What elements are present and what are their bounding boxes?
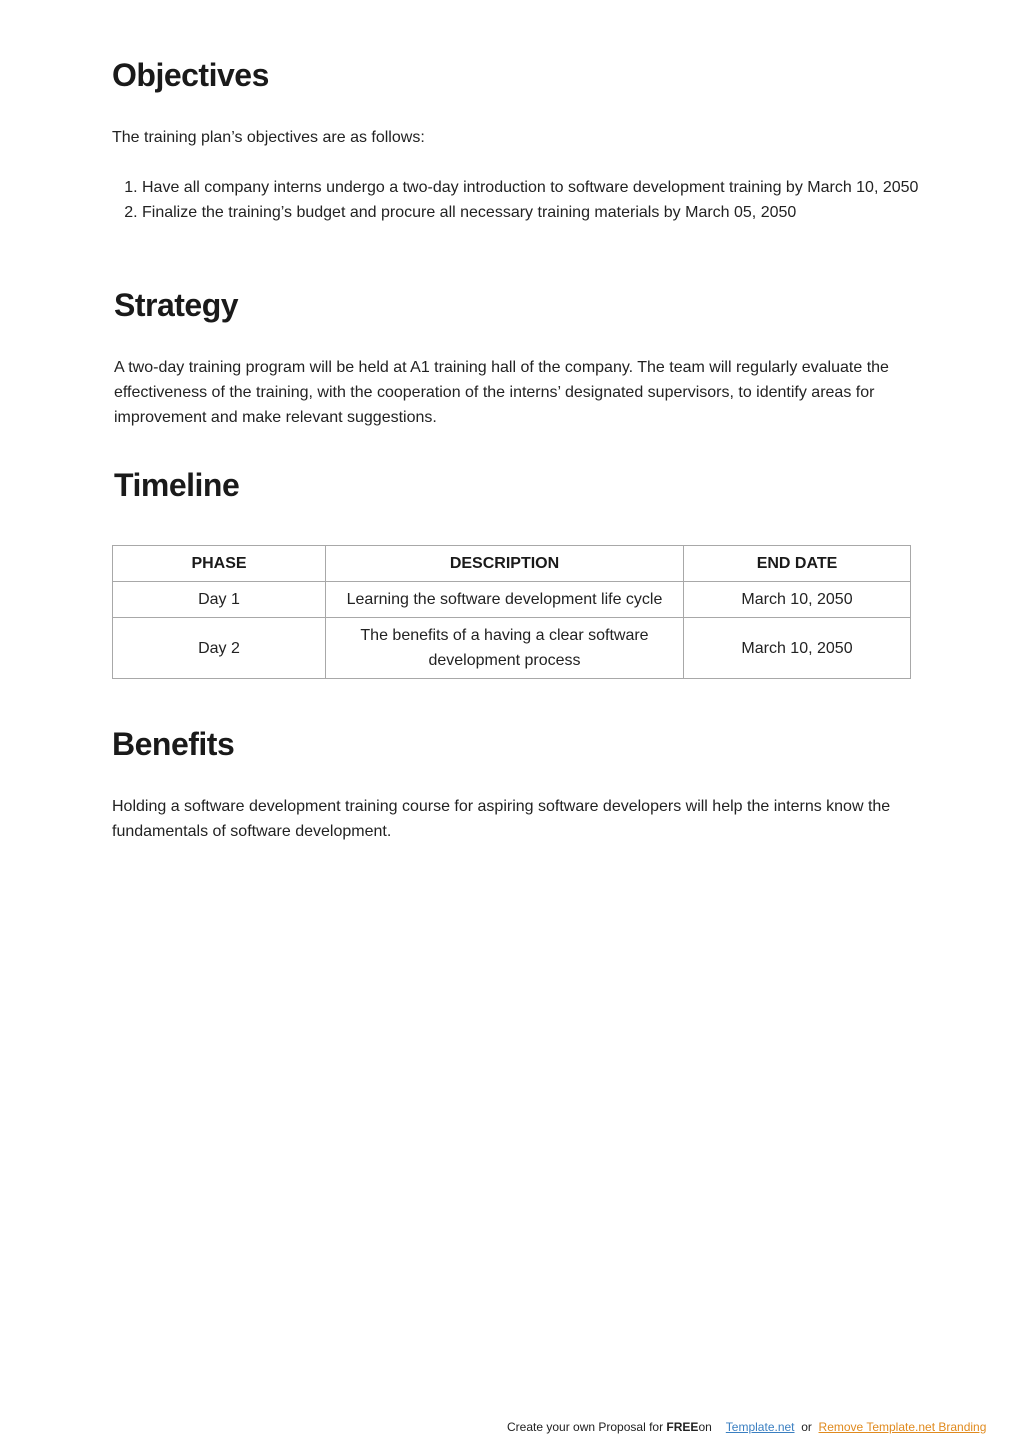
objectives-list: [112, 175, 932, 225]
remove-branding-link[interactable]: Remove Template.net Branding: [818, 1420, 987, 1434]
strategy-heading: Strategy: [114, 287, 239, 323]
table-header-row: [113, 546, 911, 582]
template-net-link[interactable]: Template.net: [725, 1420, 795, 1434]
cell-phase: Day 2: [113, 618, 326, 679]
timeline-table: [112, 545, 911, 679]
strategy-paragraph: A two-day training program will be held at A1 training hall of the company. The team will regularly evaluate the effectiveness of the training, with the cooperation of the interns’ designated supervisors, to identify areas for improvement and make relevant suggestions.: [114, 359, 889, 426]
branding-footer: [507, 1419, 986, 1435]
objective-item: 1. Have all company interns undergo a two-day introduction to software development training by March 10, 2050: [142, 175, 932, 200]
column-header-phase: PHASE: [113, 546, 326, 582]
cell-phase: Day 1: [113, 582, 326, 618]
cell-end-date: March 10, 2050: [684, 582, 911, 618]
objective-item: 2. Finalize the training’s budget and procure all necessary training materials by March 05, 2050: [142, 200, 932, 225]
footer-free-text: FREE: [666, 1420, 699, 1434]
column-header-description: DESCRIPTION: [326, 546, 684, 582]
table-row: [113, 618, 911, 679]
benefits-heading: Benefits: [112, 726, 235, 762]
table-row: [113, 582, 911, 618]
cell-end-date: March 10, 2050: [684, 618, 911, 679]
cell-description: Learning the software development life cycle: [326, 582, 684, 618]
footer-or-text: or: [801, 1420, 812, 1434]
column-header-end-date: END DATE: [684, 546, 911, 582]
cell-description: The benefits of a having a clear software development process: [326, 618, 684, 679]
objectives-intro: The training plan’s objectives are as follows:: [112, 129, 425, 146]
benefits-paragraph: Holding a software development training course for aspiring software developers will help the interns know the fundamentals of software development.: [112, 798, 891, 840]
footer-on-text: on: [698, 1420, 712, 1434]
objectives-heading: Objectives: [112, 57, 269, 93]
timeline-heading: Timeline: [114, 467, 240, 503]
footer-prefix-text: Create your own Proposal for: [507, 1420, 667, 1434]
